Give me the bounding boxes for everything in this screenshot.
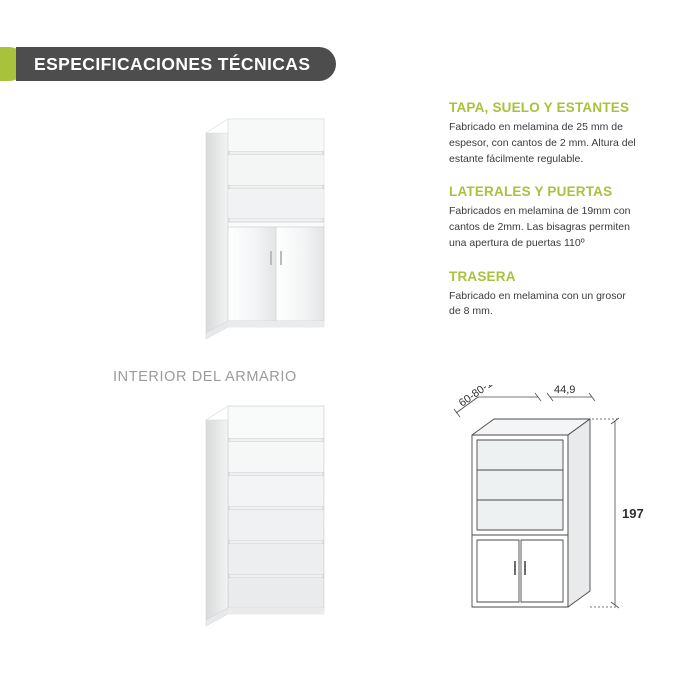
spec-title: TAPA, SUELO Y ESTANTES [449, 100, 630, 115]
spec-body: Fabricado en melamina de 25 mm de espesor, con cantos de 2 mm. Altura del estante fácilmente regulable. [449, 121, 636, 165]
dimension-depth-label: 44,9 [554, 385, 576, 396]
technical-drawing [440, 385, 670, 635]
dimension-height-label: 197 [622, 506, 644, 521]
dimension-width-label: 60-80-100 [456, 385, 505, 410]
specifications-list [449, 100, 639, 337]
section-label-interior: INTERIOR DEL ARMARIO [113, 369, 297, 385]
cabinet-closed-illustration [198, 105, 338, 350]
header [0, 47, 336, 81]
spec-block-tapa [449, 100, 639, 167]
spec-block-trasera [449, 269, 639, 321]
spec-title: LATERALES Y PUERTAS [449, 184, 613, 200]
spec-body: Fabricados en melamina de 19mm con cantos de 2mm. Las bisagras permiten una apertura de puertas 110º [449, 205, 631, 249]
spec-body: Fabricado en melamina con un grosor de 8 mm. [449, 289, 626, 318]
spec-title: TRASERA [449, 268, 516, 284]
spec-block-laterales [449, 184, 639, 251]
page-title: ESPECIFICACIONES TÉCNICAS [16, 47, 336, 81]
cabinet-open-illustration [198, 392, 338, 637]
